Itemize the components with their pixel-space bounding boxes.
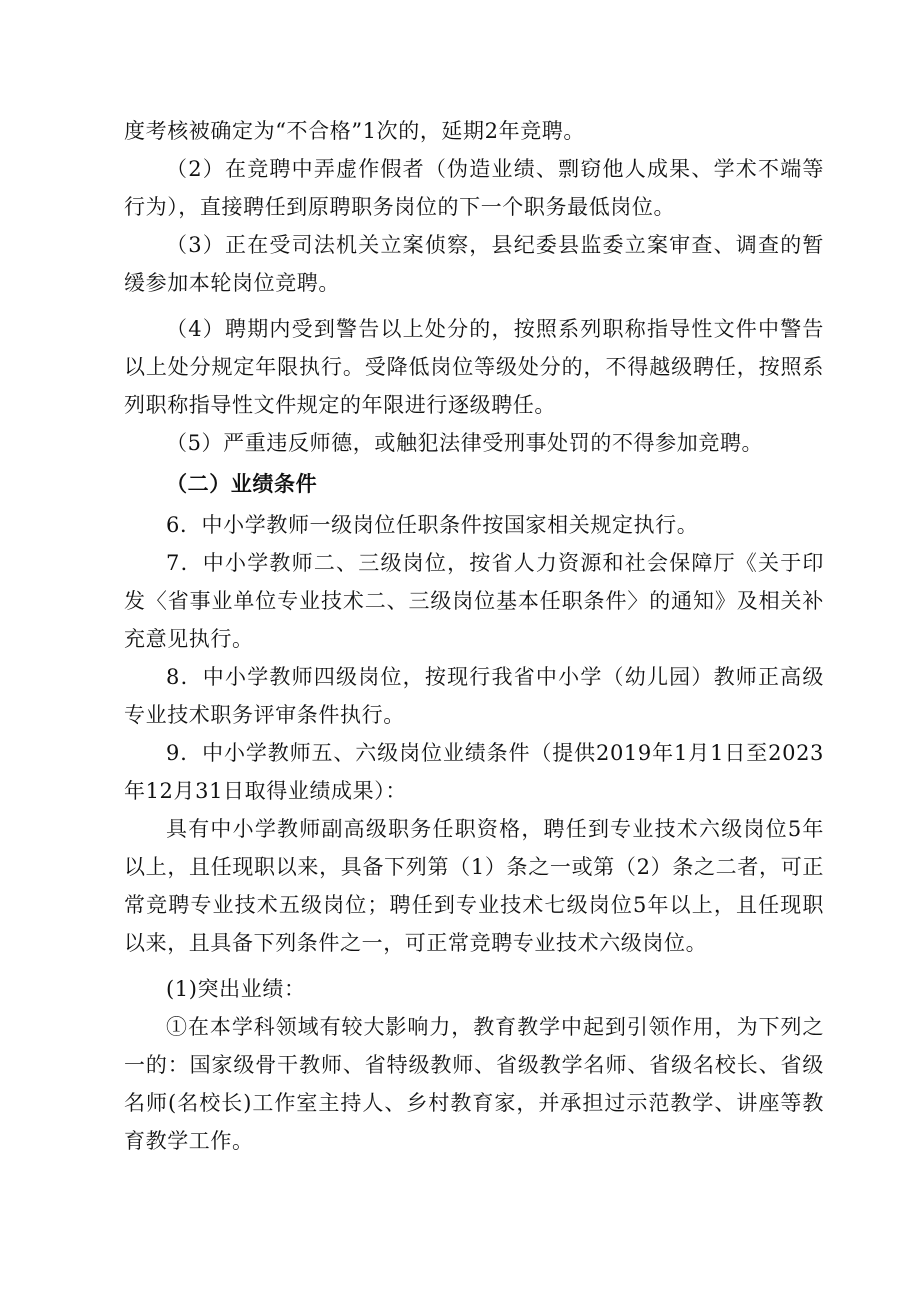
clause-6: 6．中小学教师一级岗位任职条件按国家相关规定执行。 bbox=[166, 513, 699, 537]
qualification-paragraph: 具有中小学教师副高级职务任职资格，聘任到专业技术六级岗位5年以上，且任现职以来，具备下列第（1）条之一或第（2）条之二者，可正常竞聘专业技术五级岗位；聘任到专业技术七级岗位5年以上，且任现职以来，且具备下列条件之一，可正常竞聘专业技术六级岗位。 bbox=[124, 817, 824, 955]
clause-9: 9．中小学教师五、六级岗位业绩条件（提供2019年1月1日至2023年12月31日取得业绩成果）： bbox=[124, 741, 824, 803]
document-body bbox=[124, 112, 824, 1160]
clause-8: 8．中小学教师四级岗位，按现行我省中小学（幼儿园）教师正高级专业技术职务评审条件执行。 bbox=[124, 665, 824, 727]
item-5-ethics: （5）严重违反师德，或触犯法律受刑事处罚的不得参加竞聘。 bbox=[166, 431, 764, 455]
item-4-discipline: （4）聘期内受到警告以上处分的，按照系列职称指导性文件中警告以上处分规定年限执行。受降低岗位等级处分的，不得越级聘任，按照系列职称指导性文件规定的年限进行逐级聘任。 bbox=[124, 317, 824, 417]
section-heading-performance: （二）业绩条件 bbox=[166, 472, 318, 496]
paragraph-continuation: 度考核被确定为“不合格”1次的，延期2年竞聘。 bbox=[124, 119, 585, 143]
item-3-investigation: （3）正在受司法机关立案侦察，县纪委县监委立案审查、调查的暂缓参加本轮岗位竞聘。 bbox=[124, 233, 824, 295]
item-2-fraud: （2）在竞聘中弄虚作假者（伪造业绩、剽窃他人成果、学术不端等行为），直接聘任到原聘职务岗位的下一个职务最低岗位。 bbox=[124, 157, 824, 219]
outstanding-item-1: ①在本学科领域有较大影响力，教育教学中起到引领作用，为下列之一的：国家级骨干教师、省特级教师、省级教学名师、省级名校长、省级名师(名校长)工作室主持人、乡村教育家，并承担过示范教学、讲座等教育教学工作。 bbox=[124, 1015, 824, 1153]
subheading-outstanding-performance: (1)突出业绩： bbox=[166, 977, 306, 1001]
clause-7: 7．中小学教师二、三级岗位，按省人力资源和社会保障厅《关于印发〈省事业单位专业技术二、三级岗位基本任职条件〉的通知》及相关补充意见执行。 bbox=[124, 551, 824, 651]
